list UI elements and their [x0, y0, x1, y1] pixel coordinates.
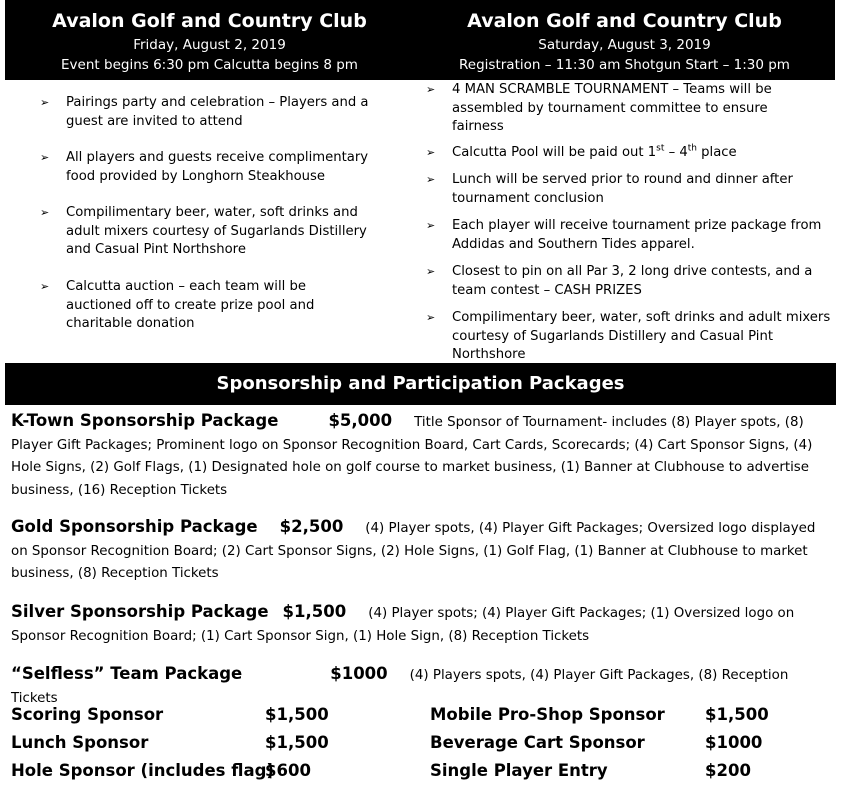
package-description: (4) Player spots, (4) Player Gift Packages; Oversized logo displayed on Sponsor Recognition Board; (2) Cart Sponsor Signs, (2) Hole Signs, (1) Golf Flag, (1) Banner at Clubhouse to market business, (8) Reception Tickets [11, 521, 816, 581]
package-name: Gold Sponsorship Package [11, 517, 258, 536]
sponsorship-banner: Sponsorship and Participation Packages [5, 363, 836, 405]
sponsor-price: $1,500 [265, 705, 329, 724]
arrow-bullet-icon: ➢ [426, 311, 436, 324]
package-name: Silver Sponsorship Package [11, 602, 269, 621]
package-ktown [11, 410, 836, 502]
arrow-bullet-icon: ➢ [426, 265, 436, 278]
sponsor-price: $200 [705, 761, 751, 780]
arrow-bullet-icon: ➢ [40, 280, 50, 293]
sponsor-price: $1000 [705, 733, 763, 752]
arrow-bullet-icon: ➢ [40, 151, 50, 164]
package-description: (4) Players spots, (4) Player Gift Packages, (8) Reception Tickets [11, 668, 789, 706]
package-price: $1,500 [282, 602, 347, 621]
saturday-venue-title: Avalon Golf and Country Club [467, 10, 782, 32]
saturday-schedule: Registration – 11:30 am Shotgun Start – 1:30 pm [459, 57, 790, 73]
arrow-bullet-icon: ➢ [426, 146, 436, 159]
friday-date: Friday, August 2, 2019 [133, 37, 286, 53]
package-price: $1000 [330, 664, 388, 683]
sponsor-price: $600 [265, 761, 311, 780]
package-price: $5,000 [328, 411, 393, 430]
arrow-bullet-icon: ➢ [40, 206, 50, 219]
sponsor-name: Hole Sponsor (includes flag) [11, 761, 274, 780]
sponsor-name: Single Player Entry [430, 761, 608, 780]
package-price: $2,500 [279, 517, 344, 536]
package-name: “Selfless” Team Package [11, 664, 243, 683]
arrow-bullet-icon: ➢ [426, 173, 436, 186]
sponsor-price: $1,500 [265, 733, 329, 752]
arrow-bullet-icon: ➢ [40, 96, 50, 109]
arrow-bullet-icon: ➢ [426, 219, 436, 232]
friday-header [5, 0, 414, 80]
sponsor-name: Scoring Sponsor [11, 705, 164, 724]
sponsor-name: Beverage Cart Sponsor [430, 733, 645, 752]
saturday-header [414, 0, 835, 80]
sponsor-name: Mobile Pro-Shop Sponsor [430, 705, 665, 724]
friday-venue-title: Avalon Golf and Country Club [52, 10, 367, 32]
friday-schedule: Event begins 6:30 pm Calcutta begins 8 pm [61, 57, 358, 73]
package-description: (4) Player spots; (4) Player Gift Packages; (1) Oversized logo on Sponsor Recognition Board; (1) Cart Sponsor Sign, (1) Hole Sign, (8) Reception Tickets [11, 606, 795, 644]
package-description: Title Sponsor of Tournament- includes (8) Player spots, (8) Player Gift Packages; Prominent logo on Sponsor Recognition Board, Cart Cards, Scorecards; (4) Cart Sponsor Signs, (4) Hole Signs, (2) Golf Flags, (1) Designated hole on golf course to market business, (1) Banner at Clubhouse to advertise business, (16) Reception Tickets [11, 415, 813, 498]
arrow-bullet-icon: ➢ [426, 83, 436, 96]
sponsor-name: Lunch Sponsor [11, 733, 149, 752]
saturday-date: Saturday, August 3, 2019 [538, 37, 711, 53]
package-name: K-Town Sponsorship Package [11, 411, 279, 430]
sponsor-price: $1,500 [705, 705, 769, 724]
package-gold [11, 516, 836, 586]
package-silver [11, 601, 836, 648]
package-selfless [11, 663, 836, 710]
